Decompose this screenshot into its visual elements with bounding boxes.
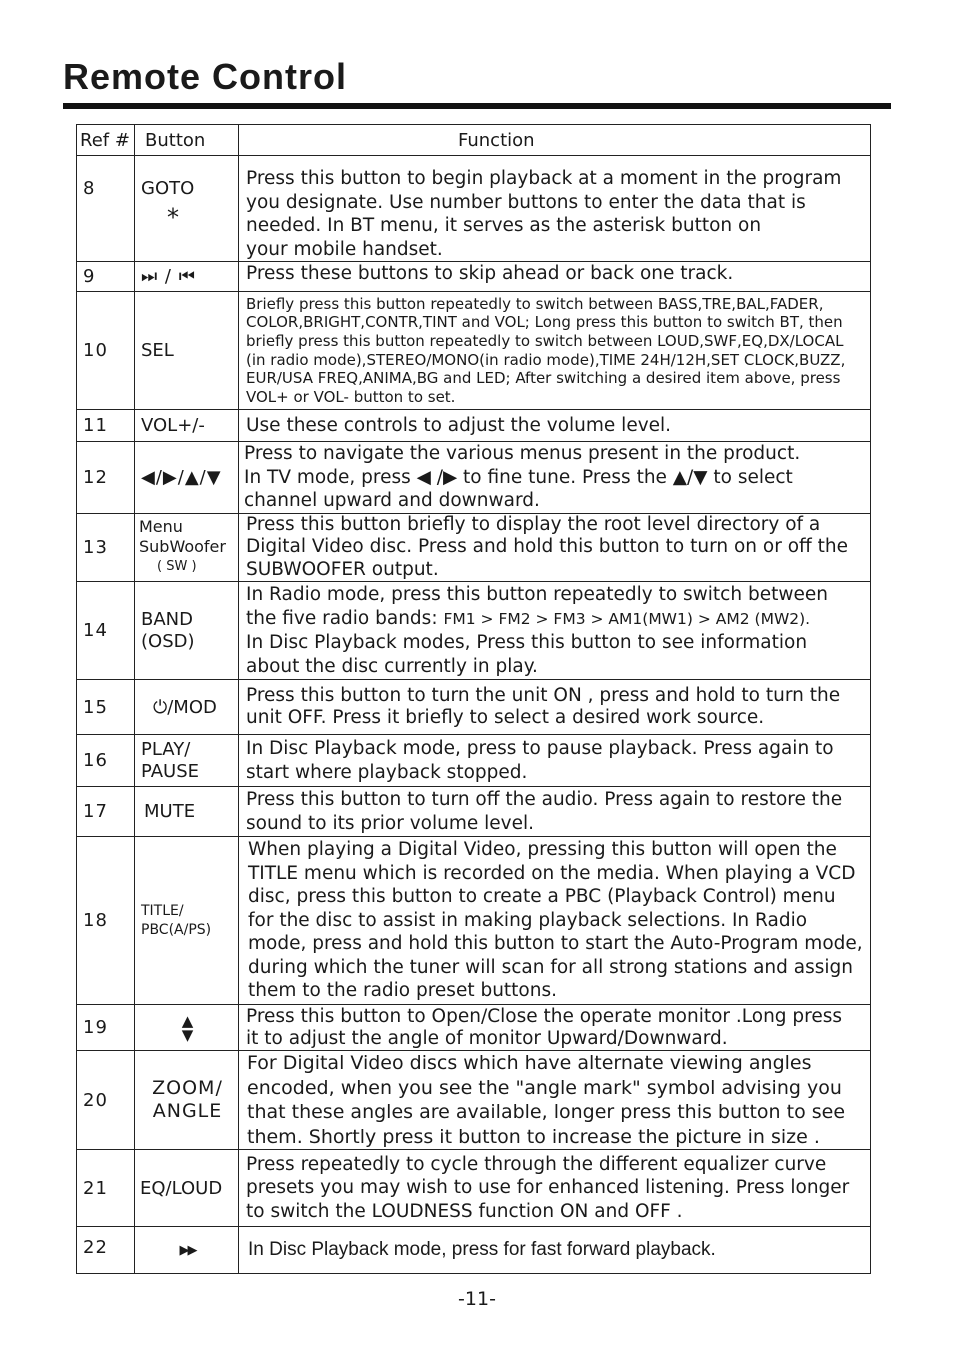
function-cell xyxy=(239,1051,871,1150)
table-row xyxy=(77,156,871,262)
function-line: EUR/USA FREQ,ANIMA,BG and LED; After switching a desired item above, press xyxy=(246,369,841,388)
function-line: VOL+ or VOL- button to set. xyxy=(246,387,456,406)
page-number: -11- xyxy=(458,1288,496,1310)
function-line: Press this button to turn the unit ON , press and hold to turn the xyxy=(246,685,841,706)
table-row xyxy=(77,262,871,292)
button-label: (OSD) xyxy=(141,630,195,652)
button-label: PAUSE xyxy=(141,760,199,782)
table-row xyxy=(77,837,871,1005)
button-label: SEL xyxy=(135,292,239,410)
function-cell xyxy=(239,410,871,442)
function-cell xyxy=(239,262,871,292)
function-line: to switch the LOUDNESS function ON and OFF . xyxy=(246,1200,683,1222)
function-line: channel upward and downward. xyxy=(244,490,540,511)
function-line: In Disc Playback mode, press to pause playback. Press again to xyxy=(246,738,834,759)
ref-cell: 15 xyxy=(77,680,135,735)
table-row xyxy=(77,1150,871,1227)
button-label: SubWoofer xyxy=(139,537,226,557)
table-row xyxy=(77,787,871,837)
fast-forward-icon: ▶▶ xyxy=(135,1227,239,1274)
function-cell xyxy=(239,837,871,1005)
function-line: In Radio mode, press this button repeatedly to switch between xyxy=(246,584,828,605)
function-line: COLOR,BRIGHT,CONTR,TINT and VOL; Long press this button to switch BT, then xyxy=(246,313,843,332)
function-line: Digital Video disc. Press and hold this button to turn on or off the xyxy=(246,536,848,557)
title-rule xyxy=(63,103,891,109)
function-line: it to adjust the angle of monitor Upward/Downward. xyxy=(246,1027,728,1049)
function-line: briefly press this button repeatedly to switch between LOUD,SWF,EQ,DX/LOCAL xyxy=(246,331,844,350)
function-line: Press these buttons to skip ahead or back one track. xyxy=(246,263,734,284)
function-line: unit OFF. Press it briefly to select a desired work source. xyxy=(246,707,765,728)
ref-cell: 16 xyxy=(77,735,135,787)
function-cell xyxy=(239,442,871,514)
ref-cell: 8 xyxy=(77,156,135,262)
ref-cell: 12 xyxy=(77,442,135,514)
function-line: (in radio mode),STEREO/MONO(in radio mode),TIME 24H/12H,SET CLOCK,BUZZ, xyxy=(246,350,846,369)
function-line: Press this button briefly to display the root level directory of a xyxy=(246,513,821,535)
function-cell xyxy=(239,787,871,837)
function-cell xyxy=(239,1005,871,1051)
button-label: ZOOM/ xyxy=(152,1077,223,1099)
skip-icon: ⏭ / ⏮ xyxy=(135,262,239,292)
asterisk-icon: ⁎ xyxy=(167,196,179,224)
function-cell xyxy=(239,513,871,582)
ref-cell: 14 xyxy=(77,582,135,680)
function-line: In Disc Playback modes, Press this button to see information xyxy=(246,632,808,653)
table-row xyxy=(77,410,871,442)
function-line: Use these controls to adjust the volume level. xyxy=(246,414,672,436)
function-line: them. Shortly press it button to increase the picture in size . xyxy=(247,1125,820,1148)
button-cell xyxy=(135,1051,239,1150)
function-line: presets you may wish to use for enhanced listening. Press longer xyxy=(246,1177,850,1199)
table-row xyxy=(77,513,871,582)
function-line: TITLE menu which is recorded on the media. When playing a VCD xyxy=(248,862,856,884)
table-row xyxy=(77,1051,871,1150)
function-line: Press this button to turn off the audio. Press again to restore the xyxy=(246,789,843,810)
function-line: When playing a Digital Video, pressing this button will open the xyxy=(248,839,837,861)
table-row xyxy=(77,735,871,787)
function-line: Briefly press this button repeatedly to switch between BASS,TRE,BAL,FADER, xyxy=(246,294,824,313)
ref-cell: 18 xyxy=(77,837,135,1005)
function-line: Press to navigate the various menus present in the product. xyxy=(244,443,801,464)
function-line xyxy=(246,607,868,632)
header-function: Function xyxy=(239,125,871,156)
function-line: mode, press and hold this button to start the Auto-Program mode, xyxy=(248,933,863,955)
function-line: In Disc Playback mode, press for fast forward playback. xyxy=(248,1239,716,1261)
function-cell xyxy=(239,735,871,787)
power-mod-icon: ⏻/MOD xyxy=(135,680,239,735)
button-label: ANGLE xyxy=(152,1100,223,1122)
function-line: needed. In BT menu, it serves as the asterisk button on xyxy=(246,215,762,236)
button-label: VOL+/- xyxy=(135,410,239,442)
function-line: that these angles are available, longer press this button to see xyxy=(247,1101,846,1123)
function-cell xyxy=(239,156,871,262)
function-line: about the disc currently in play. xyxy=(246,655,538,677)
table-row xyxy=(77,442,871,514)
ref-cell: 13 xyxy=(77,513,135,582)
remote-control-table xyxy=(76,124,871,1274)
ref-cell: 10 xyxy=(77,292,135,410)
button-cell xyxy=(135,837,239,1005)
header-ref: Ref # xyxy=(77,125,135,156)
button-cell xyxy=(135,156,239,262)
ref-cell: 20 xyxy=(77,1051,135,1150)
function-line: sound to its prior volume level. xyxy=(246,812,534,834)
radio-bands: FM1 > FM2 > FM3 > AM1(MW1) > AM2 (MW2). xyxy=(443,609,811,628)
function-line: start where playback stopped. xyxy=(246,761,528,783)
function-line: encoded, when you see the "angle mark" symbol advising you xyxy=(247,1076,842,1099)
function-line: during which the tuner will scan for all strong stations and assign xyxy=(248,956,853,978)
function-cell xyxy=(239,582,871,680)
function-line: Press repeatedly to cycle through the different equalizer curve xyxy=(246,1153,827,1175)
open-close-icon: ▲ ▼ xyxy=(135,1005,239,1051)
function-line: your mobile handset. xyxy=(246,238,443,260)
table-row xyxy=(77,582,871,680)
function-line: disc, press this button to create a PBC (Playback Control) menu xyxy=(248,886,836,908)
button-label: BAND xyxy=(141,608,193,630)
ref-cell: 11 xyxy=(77,410,135,442)
button-cell xyxy=(135,582,239,680)
function-line: Press this button to Open/Close the operate monitor .Long press xyxy=(246,1005,843,1027)
ref-cell: 9 xyxy=(77,262,135,292)
ref-cell: 22 xyxy=(77,1227,135,1274)
function-line: For Digital Video discs which have alternate viewing angles xyxy=(247,1052,812,1074)
page-title: Remote Control xyxy=(63,56,347,97)
button-label: PBC(A/PS) xyxy=(141,921,212,938)
function-line: In TV mode, press ◀ /▶ to fine tune. Press the ▲/▼ to select xyxy=(244,466,793,488)
table-row xyxy=(77,1227,871,1274)
button-cell xyxy=(135,513,239,582)
arrow-keys-icon: ◀/▶/▲/▼ xyxy=(135,442,239,514)
button-label: PLAY/ xyxy=(141,738,191,760)
header-button: Button xyxy=(135,125,239,156)
function-cell xyxy=(239,1150,871,1227)
button-label: TITLE/ xyxy=(141,902,184,919)
table-header-row xyxy=(77,125,871,156)
button-label: GOTO xyxy=(141,178,195,199)
button-label: EQ/LOUD xyxy=(135,1150,239,1227)
button-label: MUTE xyxy=(135,787,239,837)
ref-cell: 19 xyxy=(77,1005,135,1051)
ref-cell: 21 xyxy=(77,1150,135,1227)
subwoofer-icon: ( SW ) xyxy=(157,559,197,575)
button-cell xyxy=(135,735,239,787)
function-line: SUBWOOFER output. xyxy=(246,558,439,580)
function-text: the five radio bands: xyxy=(246,607,438,629)
function-line: them to the radio preset buttons. xyxy=(248,980,557,1002)
function-line: Press this button to begin playback at a moment in the program xyxy=(246,168,842,189)
function-cell xyxy=(239,680,871,735)
table-row xyxy=(77,292,871,410)
table-row xyxy=(77,1005,871,1051)
function-cell xyxy=(239,292,871,410)
function-line: for the disc to assist in making playback selections. In Radio xyxy=(248,909,808,931)
function-line: you designate. Use number buttons to enter the data that is xyxy=(246,191,806,213)
button-label: Menu xyxy=(139,517,183,537)
ref-cell: 17 xyxy=(77,787,135,837)
table-row xyxy=(77,680,871,735)
function-cell xyxy=(239,1227,871,1274)
